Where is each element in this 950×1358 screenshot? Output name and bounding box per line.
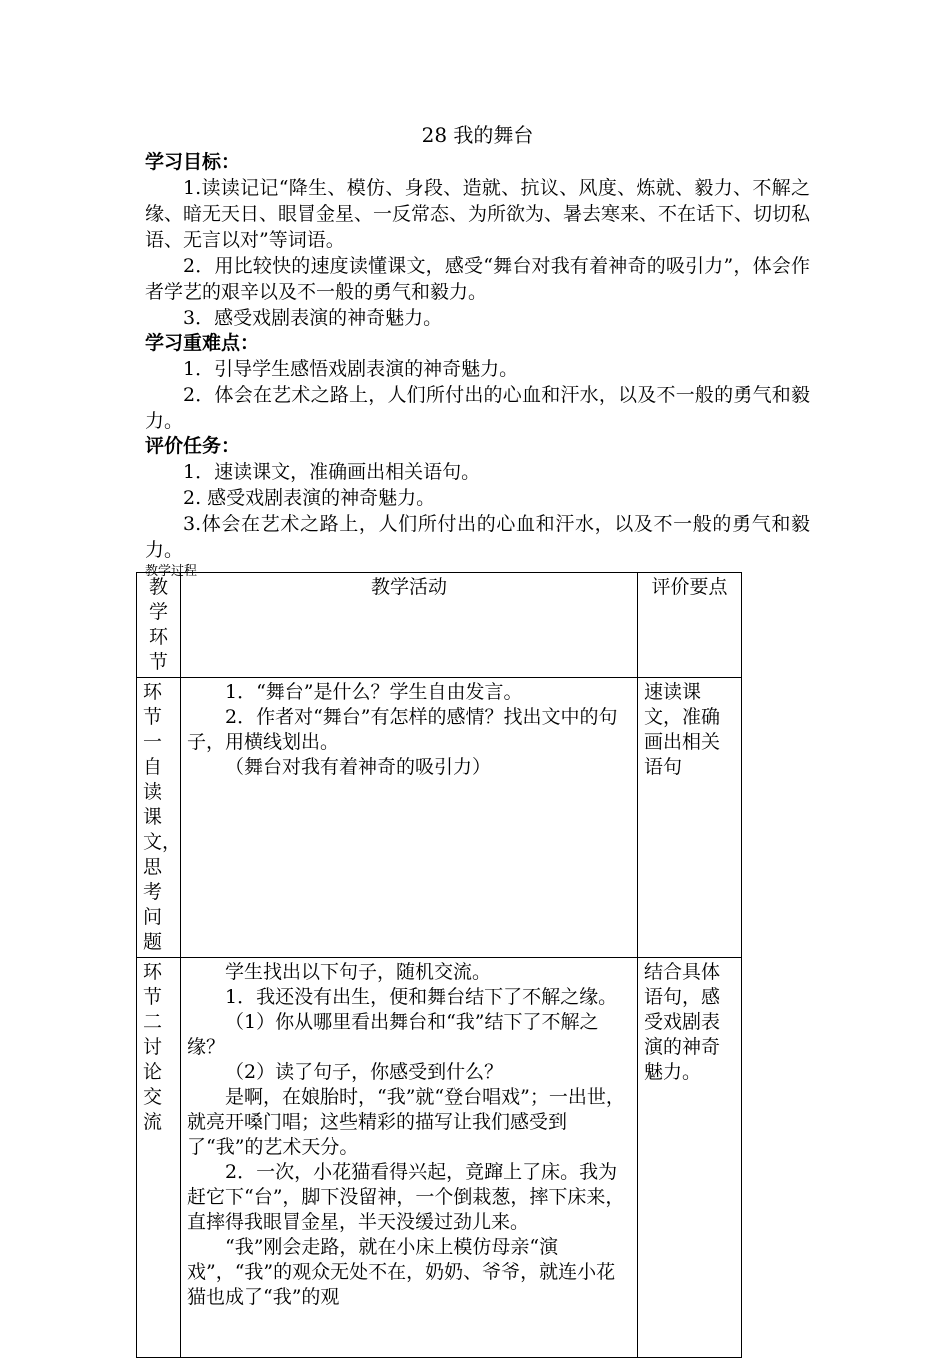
task-item: 3.体会在艺术之路上，人们所付出的心血和汗水，以及不一般的勇气和毅力。 xyxy=(145,513,810,561)
table-row xyxy=(137,678,742,958)
task-item: 1．速读课文，准确画出相关语句。 xyxy=(183,461,481,483)
page-title: 28 我的舞台 xyxy=(421,123,534,147)
objective-item: 1.读读记记“降生、模仿、身段、造就、抗议、风度、炼就、毅力、不解之缘、暗无天日、眼冒金星、一反常态、为所欲为、暑去寒来、不在话下、切切私语、无言以对”等词语。 xyxy=(145,177,811,251)
activity-line: 1．“舞台”是什么？学生自由发言。 xyxy=(225,681,523,703)
header-stage: 教学环节 xyxy=(137,573,181,678)
activity-line: 2．一次，小花猫看得兴起，竟蹿上了床。我为赶它下“台”，脚下没留神，一个倒栽葱，摔下床来，直摔得我眼冒金星，半天没缓过劲儿来。 xyxy=(187,1161,625,1233)
activity-line: （1）你从哪里看出舞台和“我”结下了不解之缘？ xyxy=(187,1011,599,1058)
objective-item: 3．感受戏剧表演的神奇魅力。 xyxy=(183,307,443,329)
stage-cell: 环节一自读课文，思考问题 xyxy=(137,678,181,958)
activity-line: 是啊，在娘胎时，“我”就“登台唱戏”；一出世，就亮开嗓门唱；这些精彩的描写让我们感受到了“我”的艺术天分。 xyxy=(187,1086,625,1158)
activity-line: “我”刚会走路，就在小床上模仿母亲“演戏”，“我”的观众无处不在，奶奶、爷爷，就连小花猫也成了“我”的观 xyxy=(187,1236,616,1308)
task-item: 2. 感受戏剧表演的神奇魅力。 xyxy=(183,487,436,509)
tasks-heading: 评价任务： xyxy=(145,435,241,457)
evaluation-cell: 结合具体语句，感受戏剧表演的神奇魅力。 xyxy=(638,958,742,1358)
activities-cell xyxy=(181,958,638,1358)
table-row xyxy=(137,958,742,1358)
activity-line: 学生找出以下句子，随机交流。 xyxy=(225,961,492,983)
activity-line: 2．作者对“舞台”有怎样的感情？找出文中的句子，用横线划出。 xyxy=(187,706,618,753)
header-evaluation: 评价要点 xyxy=(638,573,742,678)
key-point-item: 2．体会在艺术之路上，人们所付出的心血和汗水，以及不一般的勇气和毅力。 xyxy=(145,384,810,432)
table-header-row xyxy=(137,573,742,678)
activities-cell xyxy=(181,678,638,958)
activity-line: （2）读了句子，你感受到什么？ xyxy=(225,1061,504,1083)
key-points-heading: 学习重难点： xyxy=(145,332,260,354)
stage-cell: 环节二讨论交流 xyxy=(137,958,181,1358)
evaluation-cell: 速读课文，准确画出相关语句 xyxy=(638,678,742,958)
document-page xyxy=(145,120,810,581)
process-caption: 教学过程 xyxy=(145,564,198,579)
objective-item: 2．用比较快的速度读懂课文，感受“舞台对我有着神奇的吸引力”，体会作者学艺的艰辛以及不一般的勇气和毅力。 xyxy=(145,255,810,303)
header-activities: 教学活动 xyxy=(181,573,638,678)
key-point-item: 1．引导学生感悟戏剧表演的神奇魅力。 xyxy=(183,358,519,380)
teaching-process-table xyxy=(136,572,742,1358)
activity-line: 1．我还没有出生，便和舞台结下了不解之缘。 xyxy=(225,986,618,1008)
objectives-heading: 学习目标： xyxy=(145,151,241,173)
activity-line: （舞台对我有着神奇的吸引力） xyxy=(225,756,492,778)
